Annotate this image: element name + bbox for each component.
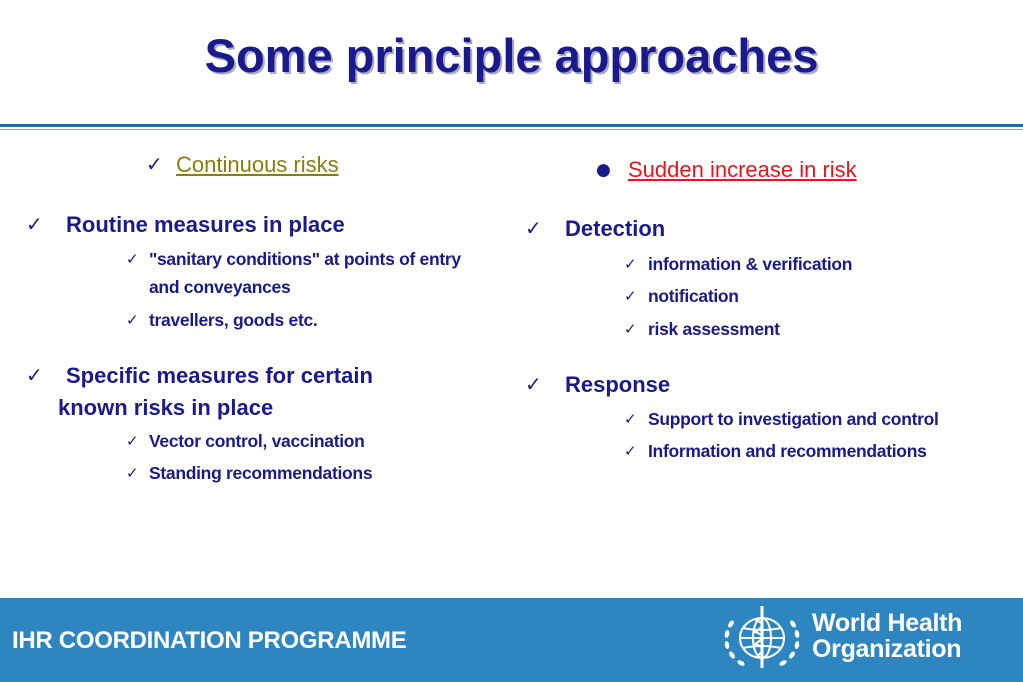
check-icon: ✓ xyxy=(525,372,542,396)
check-icon: ✓ xyxy=(624,320,637,338)
sub-item-sanitary-cont: and conveyances xyxy=(149,277,291,297)
sub-item-standing: Standing recommendations xyxy=(149,463,373,483)
check-icon: ✓ xyxy=(126,464,139,482)
check-icon: ✓ xyxy=(126,432,139,450)
check-icon: ✓ xyxy=(126,311,139,329)
check-icon: ✓ xyxy=(525,216,542,240)
who-wordmark xyxy=(812,610,962,662)
sub-item-risk-assessment: risk assessment xyxy=(648,319,780,339)
footer-bar xyxy=(0,598,1023,682)
routine-measures-label: Routine measures in place xyxy=(66,212,345,237)
sub-item-information: information & verification xyxy=(648,254,853,274)
sub-item-vector: Vector control, vaccination xyxy=(149,431,365,451)
check-icon: ✓ xyxy=(126,250,139,268)
check-icon: ✓ xyxy=(624,287,637,305)
check-icon: ✓ xyxy=(26,212,43,236)
sub-item-support: Support to investigation and control xyxy=(648,409,939,429)
specific-measures-label-cont: known risks in place xyxy=(58,395,274,420)
detection-label: Detection xyxy=(565,216,666,241)
check-icon: ✓ xyxy=(26,363,43,387)
check-icon: ✓ xyxy=(624,410,637,428)
sub-item-recommendations: Information and recommendations xyxy=(648,441,927,461)
programme-name: IHR COORDINATION PROGRAMME xyxy=(12,627,407,654)
specific-measures-label: Specific measures for certain xyxy=(66,363,373,388)
who-emblem-icon xyxy=(719,602,805,678)
check-icon: ✓ xyxy=(624,255,637,273)
title-divider-thin xyxy=(0,129,1023,130)
sub-item-travellers: travellers, goods etc. xyxy=(149,310,318,330)
title-divider xyxy=(0,124,1023,127)
continuous-risks-heading: Continuous risks xyxy=(176,152,339,177)
sub-item-notification: notification xyxy=(648,286,739,306)
who-wordmark-line2: Organization xyxy=(812,635,962,663)
sudden-increase-heading: Sudden increase in risk xyxy=(628,157,857,182)
slide-title: Some principle approaches xyxy=(204,29,819,82)
check-icon: ✓ xyxy=(624,442,637,460)
sub-item-sanitary: "sanitary conditions" at points of entry xyxy=(149,249,461,269)
response-label: Response xyxy=(565,372,671,397)
check-icon: ✓ xyxy=(146,152,163,176)
bullet-icon: ● xyxy=(596,160,611,180)
who-wordmark-line1: World Health xyxy=(812,609,963,637)
